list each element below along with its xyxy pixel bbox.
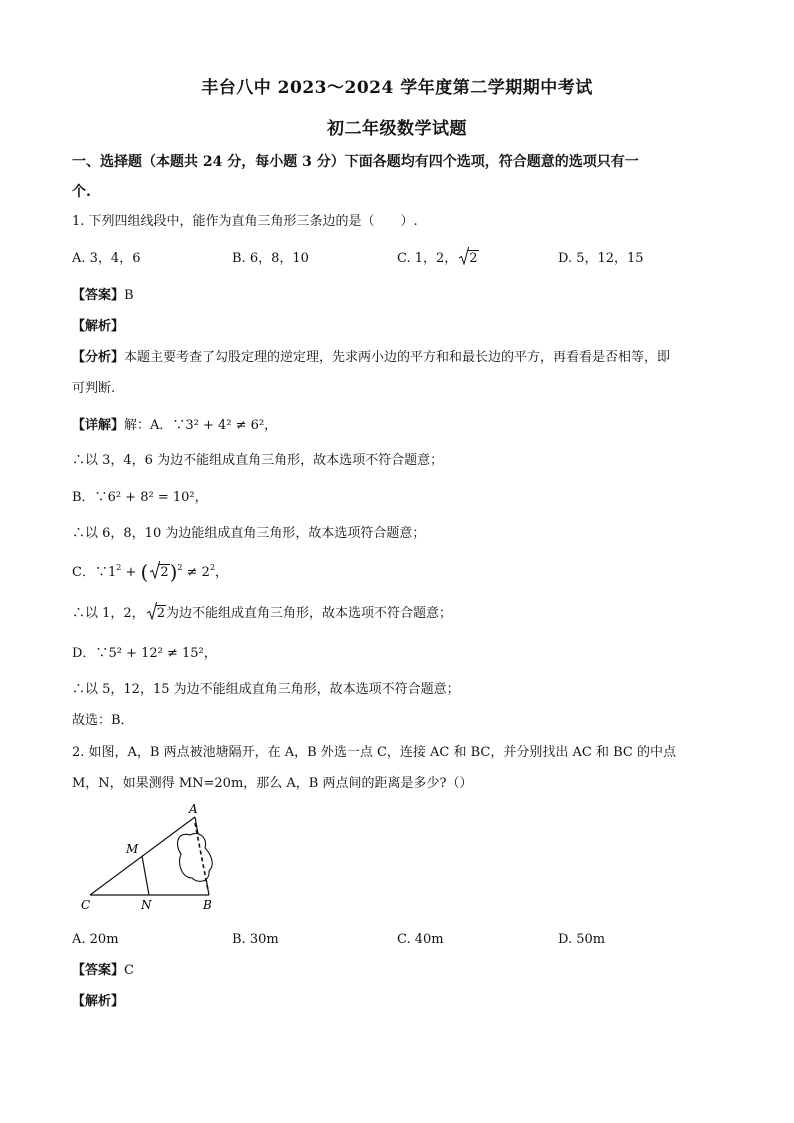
q1-option-b: B. 6，8，10	[232, 251, 309, 266]
q1-concl-a: ∴以 3，4，6 为边不能组成直角三角形，故本选项不符合题意；	[72, 453, 444, 468]
q1-detail-d	[72, 645, 217, 663]
segment-mn	[142, 856, 149, 895]
sqrt-symbol	[150, 564, 169, 582]
detail-a-prefix: 解：A．∵	[124, 418, 186, 433]
q1-detail-b	[72, 489, 208, 507]
label-c: C	[81, 898, 91, 912]
detail-a-math: 3² + 4² ≠ 6²，	[185, 418, 278, 433]
q2-option-a: A. 20m	[72, 932, 119, 947]
q2-analysis-tag: 【解析】	[72, 994, 125, 1009]
concl-c-prefix: ∴以 1，2，	[72, 606, 145, 621]
q1-fenxi-cont: 可判断.	[72, 381, 116, 396]
q1-concl-b: ∴以 6，8，10 为边能组成直角三角形，故本选项符合题意；	[72, 526, 426, 541]
q1-option-c-radicand: 2	[469, 251, 478, 266]
concl-c-suffix: 为边不能组成直角三角形，故本选项不符合题意；	[165, 606, 452, 621]
q1-detail-a	[72, 417, 277, 435]
pond-shape	[178, 833, 213, 881]
q1-answer	[72, 287, 134, 305]
detail-c-radicand: 2	[160, 565, 169, 580]
q2-stem-cont: M，N，如果测得 MN=20m，那么 A，B 两点间的距离是多少?（）	[72, 776, 473, 791]
q2-answer	[72, 962, 134, 980]
detail-tag: 【详解】	[72, 418, 125, 433]
label-m: M	[126, 842, 139, 856]
pond-triangle-figure	[78, 798, 238, 916]
q2-option-d: D. 50m	[558, 932, 606, 947]
detail-b-prefix: B．∵	[72, 490, 108, 505]
exam-subtitle: 初二年级数学试题	[327, 119, 467, 139]
answer-tag: 【答案】	[72, 288, 125, 303]
answer-value: B	[124, 288, 134, 303]
q2-stem: 2. 如图，A，B 两点被池塘隔开，在 A，B 外选一点 C，连接 AC 和 BC，并分别找出 AC 和 BC 的中点	[72, 745, 676, 760]
q1-fenxi	[72, 349, 670, 367]
exam-title: 丰台八中 2023～2024 学年度第二学期期中考试	[201, 78, 593, 98]
label-a: A	[189, 802, 198, 816]
section-heading: 一、选择题（本题共 24 分，每小题 3 分）下面各题均有四个选项，符合题意的选项只有一	[72, 154, 639, 170]
sqrt-symbol	[459, 250, 478, 268]
detail-d-math: 5² + 12² ≠ 15²，	[108, 646, 217, 661]
q1-option-d: D. 5，12，15	[558, 251, 644, 266]
answer-tag: 【答案】	[72, 963, 125, 978]
detail-c-prefix: C．∵	[72, 565, 108, 580]
q1-option-a: A. 3，4，6	[72, 251, 141, 266]
q1-stem: 1. 下列四组线段中，能作为直角三角形三条边的是（ ）.	[72, 214, 418, 229]
q1-concl-c	[72, 605, 452, 623]
answer-value: C	[124, 963, 134, 978]
detail-b-math: 6² + 8² = 10²，	[107, 490, 208, 505]
fenxi-text: 本题主要考查了勾股定理的逆定理，先求两小边的平方和和最长边的平方，再看看是否相等，即	[124, 350, 671, 365]
q1-analysis-tag: 【解析】	[72, 319, 125, 334]
q2-option-c: C. 40m	[397, 932, 444, 947]
q1-concl-d: ∴以 5，12，15 为边不能组成直角三角形，故本选项不符合题意；	[72, 682, 460, 697]
q2-option-b: B. 30m	[232, 932, 279, 947]
label-n: N	[141, 898, 152, 912]
concl-c-radicand: 2	[156, 606, 165, 621]
sqrt-symbol	[147, 605, 166, 623]
q1-detail-c: C．$\because 1^2$ + ( $2)^2 \ne 2^2$，	[72, 560, 229, 584]
section-heading-cont: 个.	[72, 184, 91, 200]
q1-final: 故选：B．	[72, 713, 134, 728]
label-b: B	[203, 898, 212, 912]
q1-option-c	[397, 250, 479, 268]
detail-d-prefix: D．∵	[72, 646, 109, 661]
q1-option-c-prefix: C. 1，2，	[397, 251, 458, 266]
fenxi-tag: 【分析】	[72, 350, 125, 365]
